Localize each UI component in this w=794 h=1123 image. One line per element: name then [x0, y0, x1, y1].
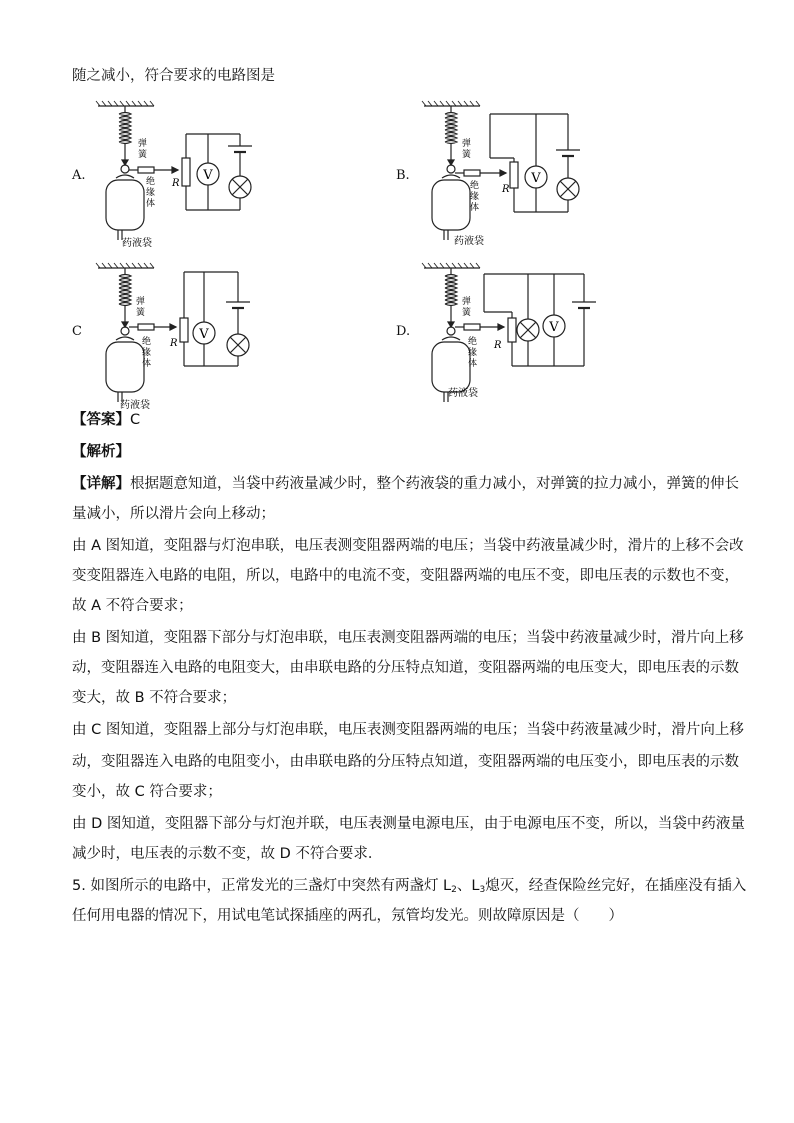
- resistor-label: R: [494, 340, 502, 351]
- spring-label: 弹簧: [462, 297, 472, 318]
- subscript-2: 2: [451, 885, 457, 895]
- question-5-text-a: 如图所示的电路中，正常发光的三盏灯中突然有两盏灯 L: [90, 878, 452, 894]
- subscript-3: 3: [479, 885, 486, 895]
- detail-line-3: 由 A 图知道，变阻器与灯泡串联，电压表测变阻器两端的电压；当袋中药液量减少时，滑片的上移不会改: [72, 538, 744, 554]
- answer-tag: 【答案】: [72, 412, 130, 428]
- circuit-diagram-a: [92, 100, 272, 250]
- option-d-label: D.: [396, 324, 411, 339]
- detail-line-6: 由 B 图知道，变阻器下部分与灯泡串联，电压表测变阻器两端的电压；当袋中药液量减少时，滑片向上移: [72, 630, 744, 646]
- option-c-label: C: [72, 324, 82, 339]
- question-5-text-b: 熄灭，经查保险丝完好，在插座没有插入: [485, 878, 747, 894]
- voltmeter-label: V: [203, 168, 213, 183]
- bag-label: 药液袋: [448, 388, 478, 399]
- insulator-label: 绝缘体: [142, 337, 152, 369]
- voltmeter-label: V: [549, 320, 559, 335]
- detail-line-12: 由 D 图知道，变阻器下部分与灯泡并联，电压表测量电源电压，由于电源电压不变，所以，当袋中药液量: [72, 816, 745, 832]
- detail-line-7: 动，变阻器连入电路的电阻变大，由串联电路的分压特点知道，变阻器两端的电压变大，即电压表的示数: [72, 660, 739, 676]
- analysis-tag: 【解析】: [72, 444, 130, 460]
- insulator-label: 绝缘体: [146, 177, 156, 209]
- intro-text: 随之减小，符合要求的电路图是: [72, 68, 275, 84]
- detail-line-4: 变变阻器连入电路的电阻，所以，电路中的电流不变，变阻器两端的电压不变，即电压表的示数也不变，: [72, 568, 739, 584]
- detail-line-11: 变小，故 C 符合要求；: [72, 784, 222, 800]
- resistor-label: R: [170, 338, 178, 349]
- question-5-line-2: 任何用电器的情况下，用试电笔试探插座的两孔，氖管均发光。则故障原因是（ ）: [72, 908, 623, 924]
- detail-line-10: 动，变阻器连入电路的电阻变小，由串联电路的分压特点知道，变阻器两端的电压变小，即电压表的示数: [72, 754, 739, 770]
- voltmeter-label: V: [531, 171, 541, 186]
- answer-line: [72, 410, 732, 430]
- insulator-label: 绝缘体: [470, 181, 480, 213]
- bag-label: 药液袋: [454, 236, 484, 247]
- analysis-line: [72, 442, 732, 462]
- question-5-sep: 、L: [456, 878, 480, 894]
- option-b-label: B.: [396, 168, 410, 183]
- circuit-diagram-c: [92, 262, 272, 412]
- spring-label: 弹簧: [138, 139, 148, 160]
- detail-line-9: 由 C 图知道，变阻器上部分与灯泡串联，电压表测变阻器两端的电压；当袋中药液量减少时，滑片向上移: [72, 722, 744, 738]
- circuit-diagram-b: [418, 100, 598, 250]
- voltmeter-label: V: [199, 327, 209, 342]
- detail-tag: 【详解】: [72, 476, 130, 492]
- answer-value: C: [130, 412, 141, 428]
- circuit-diagram-d: [418, 262, 608, 412]
- detail-line-13: 减少时，电压表的示数不变，故 D 不符合要求．: [72, 846, 383, 862]
- detail-line-2: 量减小，所以滑片会向上移动；: [72, 506, 275, 522]
- detail-line-5: 故 A 不符合要求；: [72, 598, 193, 614]
- bag-label: 药液袋: [120, 400, 150, 411]
- detail-text: 根据题意知道，当袋中药液量减少时，整个药液袋的重力减小，对弹簧的拉力减小，弹簧的伸长: [130, 476, 739, 492]
- option-a-label: A.: [72, 168, 86, 183]
- question-5-line-1: [72, 876, 747, 900]
- detail-line-1: [72, 474, 739, 494]
- resistor-label: R: [502, 184, 510, 195]
- question-5-number: 5.: [72, 878, 86, 894]
- insulator-label: 绝缘体: [468, 337, 478, 369]
- spring-label: 弹簧: [462, 139, 472, 160]
- detail-line-8: 变大，故 B 不符合要求；: [72, 690, 237, 706]
- spring-label: 弹簧: [136, 297, 146, 318]
- bag-label: 药液袋: [122, 238, 152, 249]
- resistor-label: R: [172, 178, 180, 189]
